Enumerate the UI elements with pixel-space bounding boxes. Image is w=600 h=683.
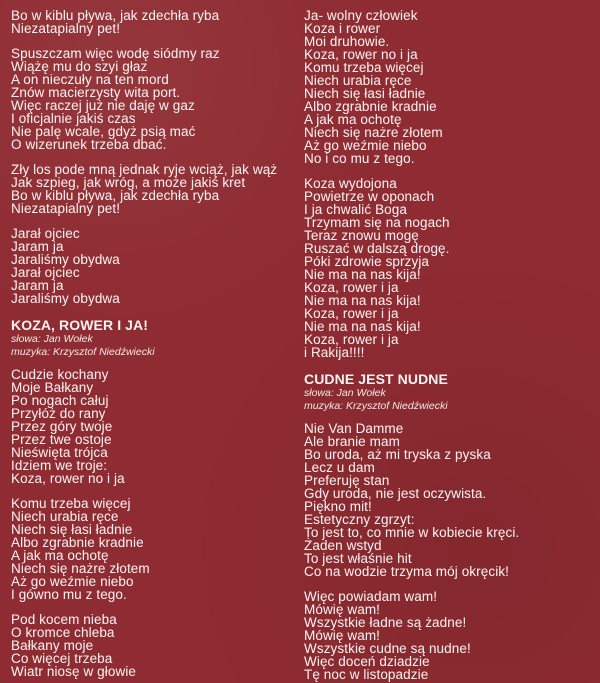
lyric-line: Nieświęta trójca	[11, 445, 108, 460]
lyric-line: Idziem we troje:	[11, 458, 108, 473]
lyric-line: Wiążę mu do szyi głaz	[11, 59, 148, 74]
lyric-line: Koza, rower no i ja	[11, 471, 125, 486]
lyric-line: Piękno mit!	[304, 499, 372, 514]
lyric-line: Jaraliśmy obydwa	[11, 291, 120, 306]
lyric-line: Znów macierzysty wita port.	[11, 85, 181, 100]
lyric-line: Spuszczam więc wodę siódmy raz	[11, 46, 220, 61]
lyric-line: Wiatr niosę w głowie	[11, 664, 137, 679]
lyric-line: Moi druhowie.	[304, 34, 390, 49]
music-credit: muzyka: Krzysztof Niedźwiecki	[11, 346, 155, 358]
lyric-line: i Rakija!!!!	[304, 345, 365, 360]
lyric-line: Jarał ojciec	[11, 226, 80, 241]
lyric-line: Ale branie mam	[304, 434, 400, 449]
right-lyrics-column	[304, 0, 584, 681]
lyric-line: Aż go weźmie niebo	[11, 574, 134, 589]
lyric-line: I gówno mu z tego.	[11, 587, 127, 602]
lyric-line: I ja chwalić Boga	[304, 202, 408, 217]
lyric-line: Więc powiadam wam!	[304, 589, 438, 604]
lyric-line: Jaraliśmy obydwa	[11, 252, 120, 267]
lyric-line: Bo w kiblu pływa, jak zdechła ryba	[11, 8, 220, 23]
lyric-line: Powietrze w oponach	[304, 189, 435, 204]
lyric-line: Koza, rower i ja	[304, 306, 399, 321]
lyric-line: To jest to, co mnie w kobiecie kręci.	[304, 525, 520, 540]
lyric-line: Koza wydojona	[304, 176, 397, 191]
section-gap	[304, 359, 584, 371]
lyric-line: Mówię wam!	[304, 602, 381, 617]
lyric-line: Wszystkie cudne są nudne!	[304, 641, 471, 656]
lyric-line: Nie ma na nas kija!	[304, 319, 421, 334]
lyric-line: A jak ma ochotę	[11, 548, 109, 563]
lyric-line: Pod kocem nieba	[11, 612, 117, 627]
lyric-line: Nie Van Damme	[304, 421, 404, 436]
lyrics-credit: słowa: Jan Wołek	[11, 333, 93, 345]
lyric-line: Lecz u dam	[304, 460, 375, 475]
song-title: CUDNE JEST NUDNE	[304, 371, 448, 387]
lyric-line: Niezatapialny pet!	[11, 201, 121, 216]
lyric-line: Przez twe ostoje	[11, 432, 112, 447]
lyric-line: Tę noc w listopadzie	[304, 667, 429, 682]
lyric-line: Nie palę wcale, gdyż psią mać	[11, 124, 196, 139]
lyric-line: Albo zgrabnie kradnie	[11, 535, 144, 550]
lyric-line: Żaden wstyd	[304, 538, 382, 553]
lyric-line: Bałkany moje	[11, 638, 94, 653]
lyric-line: Jarał ojciec	[11, 265, 80, 280]
lyric-line: Jaram ja	[11, 278, 64, 293]
lyric-line: No i co mu z tego.	[304, 151, 415, 166]
lyric-line: Niezatapialny pet!	[11, 21, 121, 36]
lyric-line: Póki zdrowie sprzyja	[304, 254, 430, 269]
lyric-line: To jest właśnie hit	[304, 551, 412, 566]
lyric-line: Aż go weźmie niebo	[304, 138, 427, 153]
lyric-line: Ja- wolny człowiek	[304, 8, 418, 23]
lyric-line: Co więcej trzeba	[11, 651, 113, 666]
lyric-line: Moje Bałkany	[11, 380, 94, 395]
lyric-line: A on nieczuły na ten mord	[11, 72, 169, 87]
lyric-line: Ruszać w dalszą drogę.	[304, 241, 450, 256]
lyric-line: Przyłóż do rany	[11, 406, 106, 421]
lyric-line: Niech urabia ręce	[304, 73, 412, 88]
lyric-line: Bo uroda, aż mi tryska z pyska	[304, 447, 491, 462]
lyrics-credit: słowa: Jan Wołek	[304, 387, 386, 399]
music-credit: muzyka: Krzysztof Niedźwiecki	[304, 400, 448, 412]
lyric-line: Cudzie kochany	[11, 367, 109, 382]
lyric-line: Koza, rower no i ja	[304, 47, 418, 62]
lyric-line: Nie ma na nas kija!	[304, 293, 421, 308]
lyric-line: Koza, rower i ja	[304, 280, 399, 295]
lyric-line: Co na wodzie trzyma mój okręcik!	[304, 564, 510, 579]
lyric-line: Komu trzeba więcej	[11, 496, 131, 511]
lyric-line: Więc doceń dziadzie	[304, 654, 430, 669]
lyric-line: I oficjalnie jakiś czas	[11, 111, 136, 126]
lyric-line: Jaram ja	[11, 239, 64, 254]
lyric-line: Mówię wam!	[304, 628, 381, 643]
section-gap	[11, 305, 291, 317]
lyric-line: Niech się nażre złotem	[11, 561, 150, 576]
lyric-line: O kromce chleba	[11, 625, 115, 640]
lyric-line: Niech się łasi ładnie	[11, 522, 133, 537]
lyric-line: Preferuję stan	[304, 473, 390, 488]
lyric-line: Więc raczej już nie daję w gaz	[11, 98, 195, 113]
left-lyrics-column	[11, 0, 291, 678]
lyric-line: Zły los pode mną jednak ryje wciąż, jak wąż	[11, 162, 278, 177]
lyric-line: Koza i rower	[304, 21, 381, 36]
lyric-line: Bo w kiblu pływa, jak zdechła ryba	[11, 188, 220, 203]
lyric-line: A jak ma ochotę	[304, 112, 402, 127]
lyric-line: Estetyczny zgrzyt:	[304, 512, 415, 527]
lyric-line: Niech się łasi ładnie	[304, 86, 426, 101]
lyric-line: O wizerunek trzeba dbać.	[11, 137, 167, 152]
lyric-line: Nie ma na nas kija!	[304, 267, 421, 282]
lyric-line: Teraz znowu mogę	[304, 228, 419, 243]
lyric-line: Przez góry twoje	[11, 419, 113, 434]
lyric-line: Komu trzeba więcej	[304, 60, 424, 75]
lyric-line: Trzymam się na nogach	[304, 215, 450, 230]
lyric-line: Koza, rower i ja	[304, 332, 399, 347]
song-title: KOZA, ROWER I JA!	[11, 317, 149, 333]
lyric-line: Jak szpieg, jak wróg, a może jakiś kret	[11, 175, 246, 190]
lyric-line: Gdy uroda, nie jest oczywista.	[304, 486, 487, 501]
lyric-line: Albo zgrabnie kradnie	[304, 99, 437, 114]
lyric-line: Niech się nażre złotem	[304, 125, 443, 140]
lyric-line: Wszystkie ładne są żadne!	[304, 615, 467, 630]
lyric-line: Po nogach całuj	[11, 393, 109, 408]
lyric-line: Niech urabia ręce	[11, 509, 119, 524]
